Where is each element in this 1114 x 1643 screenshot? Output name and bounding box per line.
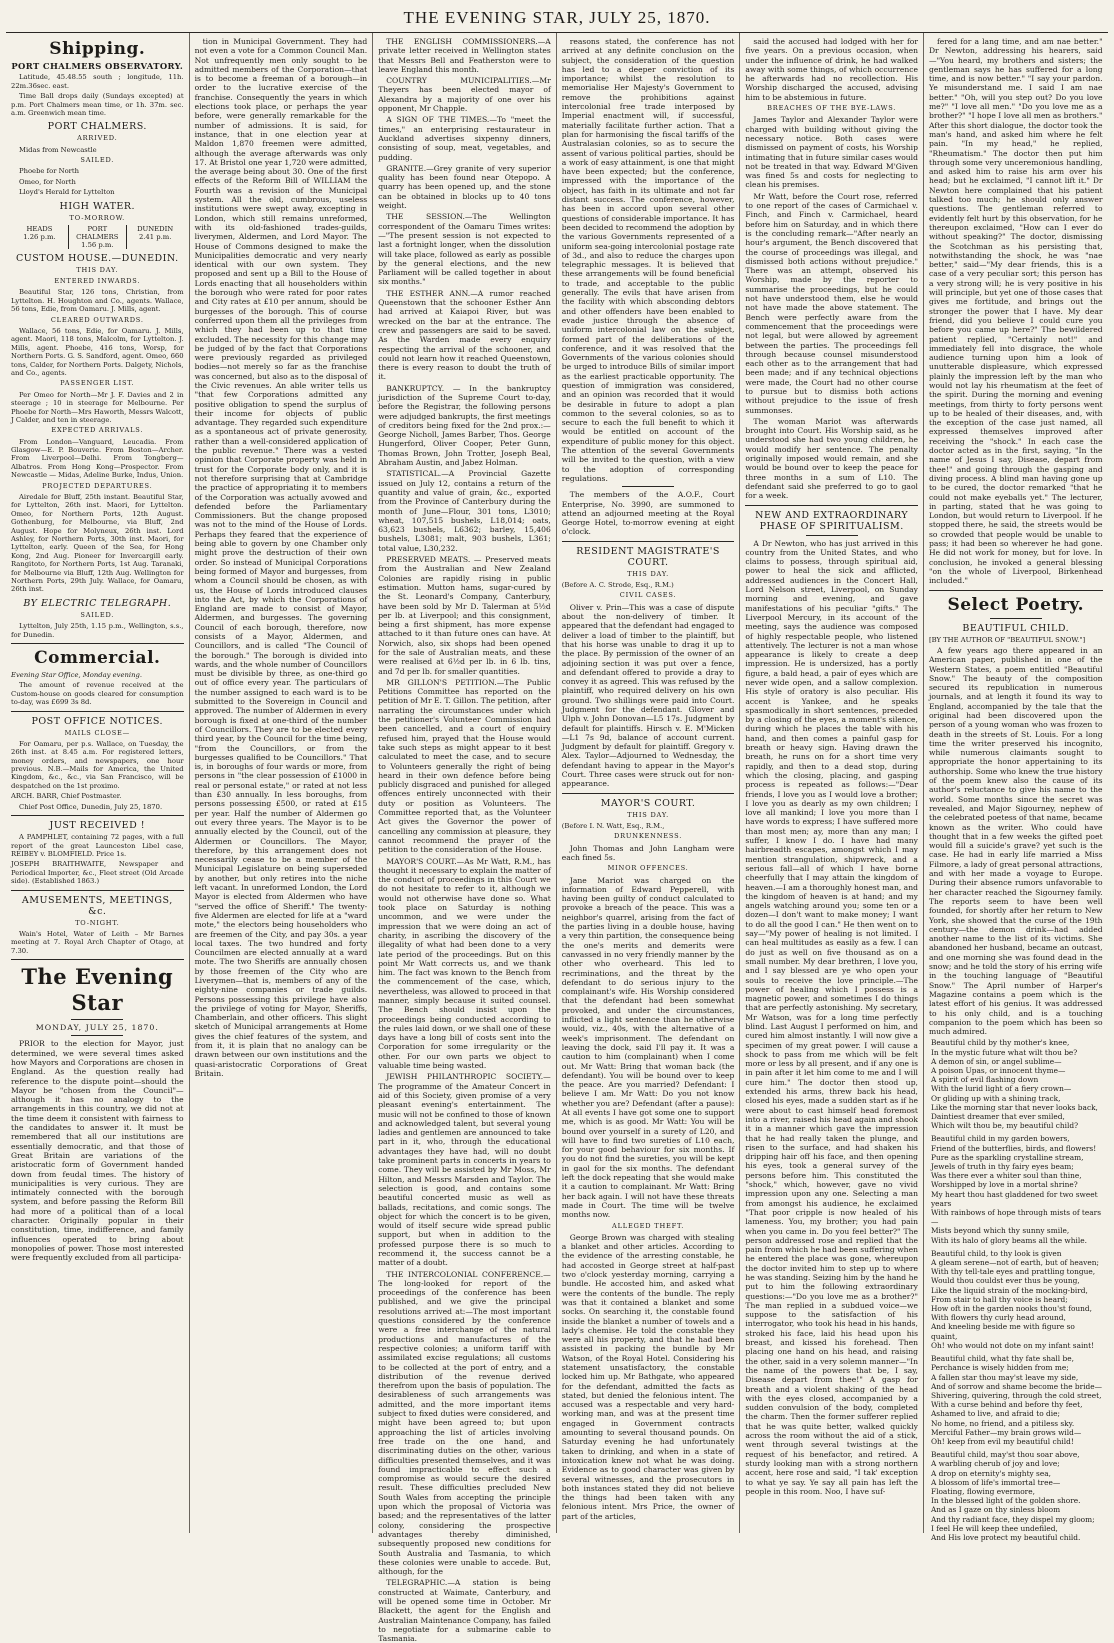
tomorrow-label: TO-MORROW.: [69, 213, 126, 222]
mc-before: (Before I. N. Watt, Esq., R.M.,: [561, 821, 665, 830]
mc-day: THIS DAY.: [627, 810, 670, 819]
cleared-label: CLEARED OUTWARDS.: [50, 315, 144, 324]
observatory-title: PORT CHALMERS OBSERVATORY.: [11, 61, 184, 71]
editorial-continued: tion in Municipal Government. They had not even a vote for a Common Council Man. Not unfrequently men only sought to be admitted members of the Corporation—that is to become a freeman of a borough—in order to the lucrative exercise of the franchise. Consequently the years in which elections took place, or perhaps the year before, were generally remarkable for the number of admissions. It is said, for instance, that in one election year at Maldon 1,870 freemen were admitted, although the average afterwards was only 17. At Bristol one year 1,720 were admitted, the average being about 30. One of the first effects of the Reform Bill of WILLIAM the Fourth was a revision of the Municipal system. All the old, cumbrous, useless institutions were swept away, excepting in London, which still remains unreformed, with its old-fashioned trades-guilds, liverymen, Aldermen, and Lord Mayor. The House of Commons designed to make the Municipalities democratic and very nearly identical with our own system. They proposed and sent up a Bill to the House of Lords enacting that all householders within the borough who were rated for poor rates and City rates at £10 per annum, should be burgesses of the borough. This of course conferred upon them all the privileges from which they had been up to that time excluded. The necessity for this change may be judged of by the fact that Corporations were previously regarded as privileged bodies—not merely so far as the franchise was concerned, but also as to the disposal of the Civic revenues. An able writer tells us "that few Corporations admitted any positive obligation to spend the surplus of their income for objects of public advantage. They regarded such expenditure as a spontaneous act of private generosity, rather than a well-considered application of the public revenue." There was a vested opinion that Corporate property was held in trust for the Corporate body only, and it is not therefore surprising that at Cambridge the practice of appropriating it to members of the Corporation was actually avowed and defended before the Parliamentary Commissioners. But the change proposed was not to the mind of the House of Lords. Perhaps they feared that the experience of being able to govern by one Chamber only might prove the destruction of their own order. So instead of Municipal Corporations being formed of Mayor and burgesses, from whom a Council should be chosen, as with us, the House of Lords introduced clauses into the Act, by which the Corporations of England are made to consist of Mayor, Aldermen, and burgesses. The governing Council of each borough, therefore, now consists of a Mayor, Aldermen, and Councillors, and is called "The Council of the borough." The borough is divided into wards, and the whole number of Councillors must be divisible by three, as one-third go out of office every year. The particulars of the number assigned to each ward is to be submitted to the Sovereign in Council and approved. The number of Aldermen in every borough is fixed at one-third of the number of Councillors. They are to be elected every third year, by the Council for the time being, "from the Councillors, or from the burgesses qualified to be Councillors." That is, in boroughs of four wards or more, from persons in "the clear possession of £1000 in real or personal estate," or rated at not less than £30 annually. In less boroughs, from persons possessing £500, or rated at £15 per year. Half the number of Aldermen go out every three years. The Mayor is to be annually elected by the Council, out of the Aldermen or Councillors. The Mayor, therefore, by this arrangement does not necessarily cease to be a member of the Municipal Legislature on being superseded by another, but only retires into the niche left vacant. In unreformed London, the Lord Mayor is elected from Aldermen who have "served the office of Sheriff." The twenty-five Aldermen are elected for life at a "ward mote," the electors being householders who are freemen of the City, and pay 30s. a year local taxes. The two hundred and forty Councilmen are elected annually at a ward mote. The two Sheriffs are annually chosen by those freemen of the City who are Liverymen—that is, members of any of the eighty-nine companies or trade guilds. Persons possessing this privilege have also the privilege of voting for Mayor, Sheriffs, Chamberlain, and other officers. This slight sketch of Municipal arrangements at Home gives the chief features of the system, and from it, it is plain that no analogy can be drawn between our own institutions and the quasi-aristocratic Corporations of Great Britain.: [194, 37, 368, 1078]
telegraph-title: BY ELECTRIC TELEGRAPH.: [23, 597, 172, 609]
expected-text: From London—Vanguard, Leucadia. From Glasgow—E. P. Bouverie. From Boston—Archer. From Liverpool—Delhi. From Tongberg—Albatros. From Hong Kong—Prospector. From Newcastle — Midas, Adeline Burke, Indus, Union.: [11, 437, 184, 480]
theft-text: George Brown was charged with stealing a blanket and other articles. According to the evidence of the arresting constable, he had accosted in George street at half-past two o'clock yesterday morning, carrying a bundle. He accosted him, and asked what were the contents of the bundle. The reply was that it contained a blanket and some socks. On searching it, the constable found inside the blanket a number of towels and a lady's chemise. He told the constable they were all his property, and that he had been assisted in packing the bundle by Mr Watson, of the Royal Hotel. Considering his statement unsatisfactory, the constable locked him up. Mr Bathgate, who appeared for the defendant, admitted the facts as stated, but denied the felonious intent. The accused was a respectable and very hard-working man, and was at the present time engaged in Government contracts amounting to several thousand pounds. On Saturday evening he had unfortunately taken to drinking, and when in a state of intoxication knew not what he was doing. Evidence as to good character was given by several witnesses, and the prosecutors in both instances stated they did not believe the things had been taken with any felonious intent. Mrs Price, the owner of part of the articles,: [561, 1232, 735, 1521]
rm-before: (Before A. C. Strode, Esq., R.M.): [561, 581, 674, 590]
divider: [11, 643, 184, 644]
office-line: Evening Star Office, Monday evening.: [11, 670, 142, 679]
rm-day: THIS DAY.: [627, 569, 670, 578]
poetry-heading: Select Poetry.: [947, 594, 1085, 615]
minor-label: MINOR OFFENCES.: [607, 864, 689, 873]
sailed-item: Phoebe for North: [19, 167, 80, 176]
tide-time: 1.26 p.m.: [23, 232, 56, 241]
received-text: A PAMPHLET, containing 72 pages, with a full report of the great Launceston Libel case, REIBEY v. BLOMFIELD. Price 1s.: [11, 833, 184, 858]
columns: [6, 33, 1108, 1643]
divider: [11, 815, 184, 816]
port-title: PORT CHALMERS.: [47, 121, 147, 133]
rm-court-title: RESIDENT MAGISTRATE'S COURT.: [576, 545, 720, 568]
news-item: MR GILLON'S PETITION.—The Public Petitions Committee has reported on the petition of Mr E. T. Gillon. The petition, after narrating the circumstances under which the petitioner's Volunteer Commission had been cancelled, and a court of enquiry refused him, prayed that the House would take such steps as might appear to it best calculated to meet the case, and to secure to Volunteers generally the right of being heard in their own defence before being publicly disgraced and punished for alleged offences entirely unconnected with their duty or position as Volunteers. The Committee reported that, as the Volunteer Act gives the Governor the power of cancelling any commission at pleasure, they cannot recommend the prayer of the petition to the consideration of the House.: [378, 677, 551, 855]
divider: [562, 793, 735, 794]
poem-stanza: Beautiful child, what thy fate shall be, Perchance is wisely hidden from me; A fallen star thou may'st leave my side, And of sorrow and shame become the bride— Shivering, quivering, through the cold street, With a curse behind and before thy feet, Ashamed to live, and afraid to die; No home, no friend, and a pitiless sky. Merciful Father—my brain grows wild— Oh! keep from evil my beautiful child!: [930, 1354, 1103, 1446]
time-ball: Time Ball drops daily (Sundays excepted) at p.m. Port Chalmers mean time, or 1h. 37m. sec. a.m. Greenwich mean time.: [11, 92, 184, 117]
observatory-text: Latitude, 45.48.55 south ; longitude, 11h. 22m.36sec. east.: [11, 73, 184, 90]
bye-label: BREACHES OF THE BYE-LAWS.: [767, 104, 897, 113]
tide-cell: [126, 225, 184, 249]
column-3: [373, 33, 557, 1643]
poem-stanza: Beautiful child, to thy look is given A gleam serene—not of earth, but of heaven; With thy tell-tale eyes and prattling tongue, Would thou couldst ever thus be young, Like the liquid strain of the mocking-bird, From stair to hall thy voice is heard; How oft in the garden nooks thou'st found, With flowers thy curly head around, And kneeling beside me with figure so quaint, Oh! who would not dote on my infant saint!: [930, 1248, 1099, 1350]
column-1: [6, 33, 190, 1533]
telegraph-sailed: SAILED.: [80, 610, 115, 619]
post-title: POST OFFICE NOTICES.: [31, 715, 164, 727]
divider: [71, 1019, 123, 1020]
poem-stanza: Beautiful child in my garden bowers, Friend of the butterflies, birds, and flowers! Pure as the sparkling crystalline stream, Jewels of truth in thy fairy eyes beam; Was there ever a whiter soul than thine, Worshipped by love in a mortal shrine? My heart thou hast gladdened for two sweet years With rainbows of hope through mists of tears— Mists beyond which thy sunny smile, With its halo of glory beams all the while.: [930, 1134, 1101, 1245]
news-item: JEWISH PHILANTHROPIC SOCIETY.—The programme of the Amateur Concert in aid of this Society, given promise of a very pleasant evening's entertainment. The music will not be confined to those of known and acknowledged talent, but several young ladies and gentlemen are announced to take part in it, who, through the educational advantages they have had, will no doubt take prominent parts in concerts in years to come. They will be assisted by Mr Moss, Mr Hilton, and Messrs Marsden and Taylor. The selection is good, and contains some beautiful concerted music as well as ballads, recitations, and comic songs. The object for which the concert is to be given, would of itself secure wide spread public support, but when in addition to the professed purpose there is so much to recommend it, the success cannot be a matter of a doubt.: [378, 1072, 551, 1268]
projected-label: PROJECTED DEPARTURES.: [42, 481, 153, 490]
news-item: PRESERVED MEATS. — Preserved meats from the Australian and New Zealand Colonies are rapidly rising in public estimation. Mutton hams, sugar-cured by the St. Leonard's Company, Canterbury, have been sold by Mr D. Talerman at 5½d per lb. at Liverpool; and this consignment, being a first shipment, has more expense attached to it than future ones can have. At Norwich, also, six shops had been opened for the sale of Australian meats, and these were realised at 6½d per lb. in 6 lb. tins, and 7d per lb. for smaller quantities.: [378, 555, 551, 676]
shipping-heading: Shipping.: [49, 39, 146, 59]
tide-place: HEADS: [26, 224, 53, 233]
civil-text: Oliver v. Prin—This was a case of dispute about the non-delivery of timber. It appeared that the defendant had engaged to deliver a load of timber to the plaintiff, but that his horse was unable to drag it up to the place. By permission of the owner of an adjoining section it was put over a fence, and defendant offered to provide a dray to convey it as agreed. This was refused by the plaintiff, who required delivery on his own ground. Two shillings were paid into Court. Judgment for the defendant. Glover and Ulph v. John Donovan—L5 17s. Judgment by default for plaintiffs. Hirsch v. E. M'Micken—L1 7s 9d, balance of account current. Judgment by default for plaintiff. Gregory v. Alex. Taylor—Adjourned to Wednesday, the defendant having to appear in the Mayor's Court. Three cases were struck out for non-appearance.: [561, 602, 735, 789]
divider: [745, 505, 918, 506]
this-day-label: THIS DAY.: [76, 265, 119, 274]
news-item: GRANITE.—Grey granite of very superior quality has been found near Otepopo. A quarry has been opened up, and the stone can be obtained in blocks up to 40 tons weight.: [378, 163, 551, 211]
divider: [11, 959, 184, 960]
customs-title: CUSTOM HOUSE.—DUNEDIN.: [15, 252, 179, 264]
post-text: For Oamaru, per p.s. Wallace, on Tuesday, the 26th inst. at 8.45 a.m. For registered letters, money orders, and newspapers, one hour previous. N.B.—Mails for America, the United Kingdom, &c., &c., via San Francisco, will be despatched on the 1st proximo.: [11, 739, 184, 790]
received-title: JUST RECEIVED !: [49, 820, 146, 832]
commercial-heading: Commercial.: [34, 647, 161, 668]
news-item: BANKRUPTCY. — In the bankruptcy jurisdiction of the Supreme Court to-day, before the Registrar, the following persons were adjudged bankrupts, the first meetings of creditors being fixed for the 2nd prox.:—George Nicholl, James Barber, Thos. George Hungerford, Oliver Cooper, Peter Gunn, Thomas Brown, John Trotter, Joseph Beal, Abraham Austin, and Jabez Holman.: [378, 383, 551, 468]
poem-title: BEAUTIFUL CHILD.: [962, 622, 1070, 634]
mayor-court-title: MAYOR'S COURT.: [600, 797, 696, 809]
sailed-item: Omeo, for North: [19, 177, 76, 186]
post-signature: ARCH. BARR, Chief Postmaster.: [11, 792, 122, 801]
column-6: [924, 33, 1108, 1542]
spiritualism-text: A Dr Newton, who has just arrived in this country from the United States, and who claims to possess, through spiritual aid, power to heal the sick and afflicted, addressed audiences in the Concert Hall, Lord Nelson street, Liverpool, on Sunday morning and evening, and gave manifestations of his peculiar "gifts." The Liverpool Mercury, in its account of the meeting, says the audience was composed of highly respectable people, who listened attentively. The lecturer is not a man whose appearance is likely to create a deep impression. He is undersized, has a portly figure, a bald head, a pair of eyes which are never wide open, and a sallow complexion. His style of oratory is also peculiar. His accent is Yankee, and he speaks spasmodically in short sentences, preceded by a closing of the eyes, a moment's silence, during which he places the table with his hand, and then comes a painful gasp for breath or heavy sign. Having drawn the breath, he runs on for a short time very rapidly, and then to a dead stop, during which the closing, placing, and gasping process is repeated as follows:—"Dear friends, I love you as I would love a brother; I love you as dearly as my own children; I love all mankind; I love you more than I have words to express; I have suffered more than most men; ay, more than any man; I suffer, I know I do. I have had many hairbreadth escapes, amongst which I may mention strangulation, shipwreck, and a serious fall—all of which I have borne cheerfully that I may attain the kingdom of heaven.—I am a thoroughly honest man, and the kingdom of heaven is at hand; and my angels watching around you; some ten or a dozen—I don't want to make money; I want to do all the good I can." He then went on to say—"My power of healing is not limited. I can heal multitudes as easily as a few. I can do just as well on five thousand as on a small number. My dear brethren, I love you, and I say blessed are ye who open your souls to receive the love principle.—The power of healing which I possess is a magnetic power, and sometimes I do things that are perfectly astonishing. My secretary, Mr Watson, was for a long time perfectly blind. Last August I performed on him, and cured him almost instantly. I will now give a specimen of my great power. I will cause a shock to pass from me which will be felt more or less by all present, and if any one is in pain after it let him come to me and I will cure him." The doctor then stood up, extended his arms, threw back his head, closed his eyes, made a sudden start as if he were about to cast himself head foremost into a river, raised his head again and shook it in a manner which gave the impression that he had really taken the plunge, and risen to the surface, and had shaken his dripping hair off his face, and then opening his eyes, took a general survey of the persons before him. This constituted the "shock," which, however, gave no vivid impression upon any one. Selecting a man from amongst his audience, he exclaimed "That poor cripple is now healed of his lameness. You, my brother; you had pain when you came in. Do you feel better?" The person addressed rose and replied that the pain from which he had been suffering when he entered the place was gone, whereupon the doctor invited him to step up to where he was standing. Seizing him by the hand he put to him the following extraordinary questions:—"Do you love me as a brother?" The man replied in a subdued voice—we suppose to the satisfaction of his interrogator, who took his head in his hands, stroked his face, laid his head upon his breast, and kissed his forehead. Then placing one hand on his head, and raising the other, said in a very solemn manner—"In the name of the powers that be, I say, Disease depart from thee!" A gasp for breath and a violent shaking of the head with the eyes closed, accompanied by a sudden convulsion of the body, completed the charm. Then the former sufferer replied that he was quite better, walked quickly across the room without the aid of a stick, went through several twistings at the request of his benefactor, and retired. A sturdy looking man with a strong northern accent, here rose and said, "I tak' exception to what ye say. Ye say all pain has left the people in this room. Noo, I have suf-: [745, 538, 918, 1496]
column-4: [557, 33, 741, 1533]
divider: [806, 535, 858, 536]
arrived-label: ARRIVED.: [77, 134, 118, 143]
expected-label: EXPECTED ARRIVALS.: [51, 426, 144, 435]
poem-stanza: Beautiful child by thy mother's knee, In the mystic future what wilt thou be? A demon of sin, or angel sublime— A poison Upas, or innocent thyme— A spirit of evil flashing down With the lurid light of a fiery crown— Or gliding up with a shining track, Like the morning star that never looks back, Daintiest dreamer that ever smiled, Which wilt thou be, my beautiful child?: [930, 1038, 1098, 1131]
passenger-label: PASSENGER LIST.: [60, 379, 135, 388]
divider: [71, 1035, 123, 1036]
post-footer: Chief Post Office, Dunedin, July 25, 1870.: [19, 802, 163, 811]
tide-time: 2.41 p.m.: [138, 232, 172, 241]
tonight-label: TO-NIGHT.: [75, 918, 120, 927]
divider: [622, 486, 674, 487]
amusements-text: Wain's Hotel, Water of Leith – Mr Barnes meeting at 7. Royal Arch Chapter of Otago, at 7.30.: [11, 929, 184, 955]
tide-cell: [68, 225, 126, 249]
news-item: TELEGRAPHIC.—A station is being constructed at Waimate, Canterbury, and will be opened some time in October. Mr Blackett, the agent for the English and Australian Maintenance Company, has failed to negotiate for a submarine cable to Tasmania.: [378, 1578, 551, 1643]
amusements-title: AMUSEMENTS, MEETINGS, &c.: [21, 894, 173, 917]
paper-date: MONDAY, JULY 25, 1870.: [35, 1023, 159, 1033]
aof-notice: The members of the A.O.F., Court Enterprise, No. 3990, are summoned to attend an adjourned meeting at the Royal George Hotel, to-morrow evening at eight o'clock.: [561, 490, 735, 537]
drunk-label: DRUNKENNESS.: [614, 832, 683, 841]
divider: [929, 590, 1103, 591]
theft-label: ALLEGED THEFT.: [612, 1221, 685, 1230]
tide-place: DUNEDIN: [137, 224, 174, 233]
civil-label: CIVIL CASES.: [619, 591, 677, 600]
cleared-text: Wallace, 56 tons, Edie, for Oamaru. J. Mills, agent. Maori, 118 tons, Malcolm, for Lyttelton. J. Mills, agent. Phoebe, 416 tons, Worsp, for Northern Ports. G. S. Sandford, agent. Omeo, 660 tons, Calder, for Northern Ports. Dalgety, Nichols, and Co., agents.: [11, 326, 184, 377]
arrived-item: Midas from Newcastle: [19, 145, 97, 154]
poem-attribution: [BY THE AUTHOR OF "BEAUTIFUL SNOW."]: [928, 635, 1086, 644]
news-item: COUNTRY MUNICIPALITIES.—Mr Theyers has been elected mayor of Alexandra by a majority of one over his opponent, Mr Chapple.: [378, 76, 551, 114]
bye-text: James Taylor and Alexander Taylor were charged with building without giving the necessary notice. Both cases were dismissed on payment of costs, his Worship intimating that in future similar cases would not be treated in that way. Edward M'Given was fined 5s and costs for neglecting to clean his premises.: [745, 115, 918, 190]
high-water-title: HIGH WATER.: [59, 200, 136, 212]
tide-place: PORT CHALMERS: [76, 224, 119, 241]
telegraph-text: Lyttelton, July 25th, 1.15 p.m., Wellington, s.s., for Dunedin.: [11, 622, 184, 639]
received-agent: JOSEPH BRAITHWAITE, Newspaper and Periodical Importer, &c., Fleet street (Old Arcade side). (Established 1863.): [11, 860, 184, 886]
divider: [11, 890, 184, 891]
news-item: THE SESSION.—The Wellington correspondent of the Oamaru Times writes:—"The present session is not expected to last a fortnight longer, when the dissolution will take place, followed as early as possible by the general elections, and the new Parliament will be called together in about six months.": [378, 212, 551, 287]
tide-time: 1.56 p.m.: [81, 240, 114, 249]
court-continued: said the accused had lodged with her for five years. On a previous occasion, when under the influence of drink, he had walked away with some things, of which occurrence he afterwards had no recollection. His Worship discharged the accused, advising him to be abstemious in future.: [745, 37, 918, 102]
tide-cell: [11, 225, 68, 249]
poem-intro: A few years ago there appeared in an American paper, published in one of the Western States, a poem entitled "Beautiful Snow." The beauty of the composition secured its republication in numerous journals, and at length it found its way to England, accompanied by the tale that the original had been discovered upon the person of a young woman who was frozen to death in the streets of St. Louis. For a long time the writer preserved his incognito, while numerous claimants sought to appropriate the honor appertaining to its authorship. Some who knew the true history of the poem knew also the cause of its author's reluctance to give his name to the world. Some months since the secret was revealed, and Major Sigourney, nephew of the celebrated poetess of that name, became known as the writer. Who could have thought that in a few weeks the gifted poet would fill a suicide's grave? yet such is the case. He had in early life married a Miss Filmore, a lady of great personal attractions, and with her made a voyage to Europe. During their absence rumors unfavorable to her character reached the Sigourney family. The reports seem to have been well founded, for shortly after her return to New York, she showed that the curse of the 19th century—the demon drink—had added another name to the list of its victims. She abandoned her husband, became an outcast, and one morning she was found dead in the snow; and he told the story of his erring wife in the touching language of "Beautiful Snow." The April number of Harper's Magazine contains a poem which is the latest effort of his genius. It was addressed to his only child, and is a touching companion to the poem which has been so much admired.: [928, 645, 1103, 1037]
news-item: THE ENGLISH COMMISSIONERS.—A private letter received in Wellington states that Messrs Bell and Featherston were to leave England this month.: [378, 37, 551, 74]
spiritualism-title: NEW AND EXTRAORDINARY PHASE OF SPIRITUALISM.: [755, 509, 909, 532]
masthead: THE EVENING STAR, JULY 25, 1870.: [6, 6, 1108, 33]
editorial-paragraph: PRIOR to the election for Mayor, just determined, we were several times asked how Mayors and Corporations are chosen in England. As the question really had reference to the dispute point—should the Mayor be "chosen from the Council"—although it has no analogy to the arrangements in this country, we did not at the time deem it consistent with fairness to the candidates to answer it. It must be remembered that all our institutions are essentially democratic, and that those of Great Britain are variations of the aristocratic form of Government handed down from feudal times. The history of municipalities is very curious. They are intimately connected with the borough system, and before passing the Reform Bill had more of a political than of a local character. Originally popular in their constitution, time, indifference, and family influences operated to bring about monopolies of power. Those most interested were frequently excluded from all participa-: [11, 1039, 184, 1263]
spiritualism-continued: fered for a lang time, and am nae better." Dr Newton, addressing his hearers, said—"You heard, my brothers and sisters; the gentleman says he has suffered for a long time, and is now better." "I say your pardon. Ye misunderstand me. I said I am nae better." "Oh, will you step out? Do you love me?" "I love all men." "Do you love me as a brother?" "I hope I love all men as brothers." After this short dialogue, the doctor took the man's hand, and asked him where he felt pain. "In my head," he replied, "Rheumatism." The doctor then put him through some very unceremonious handling, and asked him to raise his arm over his head; but he exclaimed, "I cannot lift it." Dr Newton here complained that his patient talked too much; he should only answer questions. The gentleman referred to evidently felt hurt by this observation, for he thereupon exclaimed, "How can I ever do without speaking?" The doctor, dismissing the Scotchman as his persisting that, notwithstanding the shock, he was "nae better," said—"My dear friends, this is a case of a very peculiar sort; this person has a very strong will; he is very positive in his will principle, but yet one of those cases that gives me fortitude, and brings out the stronger the power that I have. My dear friend, did you believe I could cure you before you came up here?" The bewildered patient replied, "Certainly not!" and immediately fell into disgrace, the whole audience turning upon him a look of unutterable displeasure, which expressed plainly the impression left by the man who would not lay his rheumatism at the feet of the spirit. During the morning and evening meetings, from thirty to forty persons went up to be healed of their diseases, and, with the exception of the case just named, all expressed themselves improved after receiving the "shock." In each case the doctor acted as in the first, saying, "In the name of Jesus I say, Disease, depart from thee!" and going through the gasping and diving process. A blind man having gone up to be cured, the doctor remarked "that he could not make eyeballs yet." The lecturer, in parting, stated that he was going to London, but would return to Liverpool. If he stopped there, he said, the streets would be so crowded that people would be unable to pass; it had been so wherever he had gone. He did not work for money, but for love. In conclusion, he invoked a general blessing "on the whole of Liverpool, Birkenhead included.": [928, 37, 1103, 586]
court-paragraph: Mr Watt, before the Court rose, referred to one report of the cases of Carmichael v. Finch, and Finch v. Carmichael, heard before him on Saturday, and in which there is the concluding remark—"After nearly an hour's argument, the Bench discovered that the course of proceedings was illegal, and dismissed both actions without prejudice." There was an attempt, observed his Worship, made by the reporter to summarise the proceedings, but he could not have understood them, else he would not have made the above statement. The Bench were perfectly aware from the commencement that the proceedings were not legal, but were allowed by agreement between the parties. The proceedings fell through because counsel misunderstood each other as to the arrangement that had been made; and if any technical objections were made, the Court had no other course to pursue but to dismiss both actions without prejudice to the issue of fresh summonses.: [745, 191, 918, 415]
news-item: A SIGN OF THE TIMES.—To "meet the times," an enterprising restaurateur in Auckland advertises sixpenny dinners, consisting of soup, meat, vegetables, and pudding.: [378, 115, 551, 162]
passenger-text: Per Omeo for North—Mr J. F. Davies and 2 in steerage ; 10 in steerage for Melbourne. Per Phoebe for North—Mrs Haworth, Messrs Walcott, J Calder, and ten in steerage.: [11, 390, 184, 424]
sailed-label: SAILED.: [80, 156, 115, 165]
column-2: [190, 33, 374, 1533]
divider: [562, 541, 735, 542]
column-5: [740, 33, 924, 1533]
poem-stanza: Beautiful child, may'st thou soar above, A warbling cherub of joy and love; A drop on eternity's mighty sea, A blossom of life's immortal tree— Floating, flowing evermore, In the blessed light of the golden shore. And as I gaze on thy sinless bloom And thy radiant face, they dispel my gloom; I feel He will keep thee undefiled, And His love protect my beautiful child.: [930, 1450, 1095, 1542]
mails-close: MAILS CLOSE—: [64, 728, 131, 737]
entered-label: ENTERED INWARDS.: [54, 277, 141, 286]
projected-text: Airedale for Bluff, 25th instant. Beautiful Star, for Lyttelton, 26th inst. Maori, for Lyttelton. Omeo, for Northern Ports, 12th August. Gothenburg, for Melbourne, via Bluff, 2nd August. Hope for Molyneux, 26th inst. Lord Ashley, for Northern Ports, 30th inst. Maori, for Lyttelton, early. Queen of the Sea, for Hong Kong, 2nd Aug. Pioneer for Invercargill early. Rangitoto, for Northern Ports, 1st Aug. Taranaki, for Melbourne via Bluff, 12th Aug. Wellington for Northern Ports, 29th July. Wallace, for Oamaru, 26th inst.: [11, 492, 184, 594]
drunk-text: John Thomas and John Langham were each fined 5s.: [561, 843, 735, 862]
news-item: MAYOR'S COURT.—As Mr Watt, R.M., has thought it necessary to explain the matter of the conduct of proceedings in this Court we do not hesitate to refer to it, although we would not otherwise have done so. What took place on Saturday is nothing uncommon, and we were under the impression that we were doing an act of charity, in ascribing the discovery of the illegality of what had been done to a very late period of the proceedings. But on this point Mr Watt corrects us, and we thank him. The fact was known to the Bench from the commencement of the case, which, nevertheless, was allowed to proceed in that manner, simply because it suited counsel. The Bench should insist upon the proceedings being conducted according to the rules laid down, or we shall one of these days have a long bill of costs sent into the Corporation for some irregularity or the other. For our own parts we object to valuable time being wasted.: [378, 856, 551, 1071]
news-item: THE INTERCOLONIAL CONFERENCE.—The long-looked for report of the proceedings of the conference has been published, and we give the principal resolutions arrived at:—The most important questions considered by the conference were a free interchange of the natural productions and manufactures of the respective colonies; a uniform tariff with assimilated excise regulations; all customs to be collected at the port of entry, and a distribution of the revenue derived therefrom upon the basis of population. The desirableness of such arrangements was admitted, and the more important items subject to fixed duties were considered, and might have been agreed to; but upon approaching the list of articles involving free trade on the one hand, and discriminating duties on the other, various difficulties presented themselves, and it was found impracticable to effect such a compromise as would secure the desired result. These difficulties precluded New South Wales from accepting the principle upon which the proposal of Victoria was based; and the representatives of the latter colony, considering the prospective advantages thereby diminished, subsequently proposed new conditions for South Australia and Tasmania, to which these colonies were unable to accede. But, although, for the: [378, 1269, 551, 1577]
paper-title: The Evening Star: [21, 964, 174, 1016]
divider: [990, 618, 1042, 619]
entered-text: Beautiful Star, 126 tons, Christian, from Lyttelton. H. Houghton and Co., agents. Wallace, 56 tons, Edie, from Oamaru. J. Mills, agent.: [11, 288, 184, 314]
conference-continued: reasons stated, the conference has not arrived at any definite conclusion on the subject, the consideration of the question has led to a deeper conviction of its importance; whilst the resolution to memorialise Her Majesty's Government to remove the prohibitions against intercolonial free trade interposed by Imperial enactment will, if successful, materially facilitate further action. That a plan for harmonising the fiscal tariffs of the Australasian colonies, so as to secure the assent of various political parties, should be a work of easy attainment, is one that might have been expected; but the conference, impressed with the importance of the object, has faith in its ultimate and not far distant success. The conference, however, has been in accord upon several other questions of considerable importance. It has been decided to recommend the adoption by the various Governments represented of a uniform sea-going intercolonial postage rate of 3d., and also to reduce the charges upon telegraphic messages. It is believed that these arrangements will be found beneficial to trade, and acceptable to the public generally. The evils that have arisen from the facility with which absconding debtors and other offenders have been enabled to evade justice through the absence of uniform intercolonial law on the subject, formed part of the deliberations of the conference, and it was resolved that the Governments of the various colonies should be urged to introduce Bills of similar import as the earliest practicable opportunity. The question of immigration was considered, and an opinion was recorded that it would be desirable in future to adopt a plan common to the several colonies, so as to secure to each the full benefit to which it would be entitled on account of the expenditure of public money for this object. The attention of the several Governments will be invited to the question, with a view to the adoption of corresponding regulations.: [561, 37, 735, 483]
sailed-item: Lloyd's Herald for Lyttelton: [19, 188, 115, 197]
court-paragraph: The woman Mariot was afterwards brought into Court. His Worship said, as he understood she had two young children, he would modify her sentence. The penalty originally imposed would remain, and she would be bound over to keep the peace for three months in a sum of L10. The defendant said she preferred to go to gaol for a week.: [745, 416, 918, 501]
news-item: THE ESTHER ANN.—A rumor reached Queenstown that the schooner Esther Ann had arrived at Kaiapoi River, but was wrecked on the bar at the entrance. The crew and passengers are said to be saved. As the Warden made every enquiry respecting the arrival of the schooner, and could not learn how it reached Queenstown, there is every reason to doubt the truth of it.: [378, 288, 551, 382]
divider: [11, 711, 184, 712]
minor-text: Jane Mariot was charged on the information of Edward Pepperell, with having been guilty of conduct calculated to provoke a breach of the peace. This was a neighbor's quarrel, arising from the fact of the parties living in a double house, having a very thin partition, the consequence being the one's merits and demerits were canvassed in no very friendly manner by the other who overheard. This led to recriminations, and the threat by the defendant to do serious injury to the complainant's wife. His Worship considered that the defendant had been somewhat provoked, and under the circumstances, inflicted a light sentence than he otherwise would, viz., 40s, with the alternative of a week's imprisonment. The defendant on leaving the dock, said I'll pay it. It was a caution to him (complainant) when I come out. Mr Watt: Bring that woman back (the defendant). You will be bound over to keep the peace. Are you married? Defendant: I believe I am. Mr Watt: Do you not know whether you are? Defendant (after a pause): At all events I have got some one to support me, which is as good. Mr Watt: You will be bound over yourself in a surety of L20, and will have to find two sureties of L10 each, for your good behaviour for six months. If you do not find the sureties, you will be kept in gaol for the six months. The defendant left the dock repeating that she would make it a caution to complainant. Mr Watt: Bring her back again. I will not have these threats made in Court. The time will be twelve months now.: [561, 875, 735, 1220]
tide-table: [11, 225, 184, 249]
news-item: STATISTICAL.—A Provincial Gazette issued on July 12, contains a return of the quantity and value of grain, &c., exported from the Province of Canterbury during the month of June—Flour, 301 tons, L3010; wheat, 107,515 bushels, L18,014; oats, 63,623 bushels, L6362; barley, 15,406 bushels, L3081; malt, 903 bushels, L361; total value, L30,232.: [378, 469, 551, 553]
commercial-text: The amount of revenue received at the Custom-house on goods cleared for consumption to-day, was £699 3s 8d.: [11, 681, 184, 707]
